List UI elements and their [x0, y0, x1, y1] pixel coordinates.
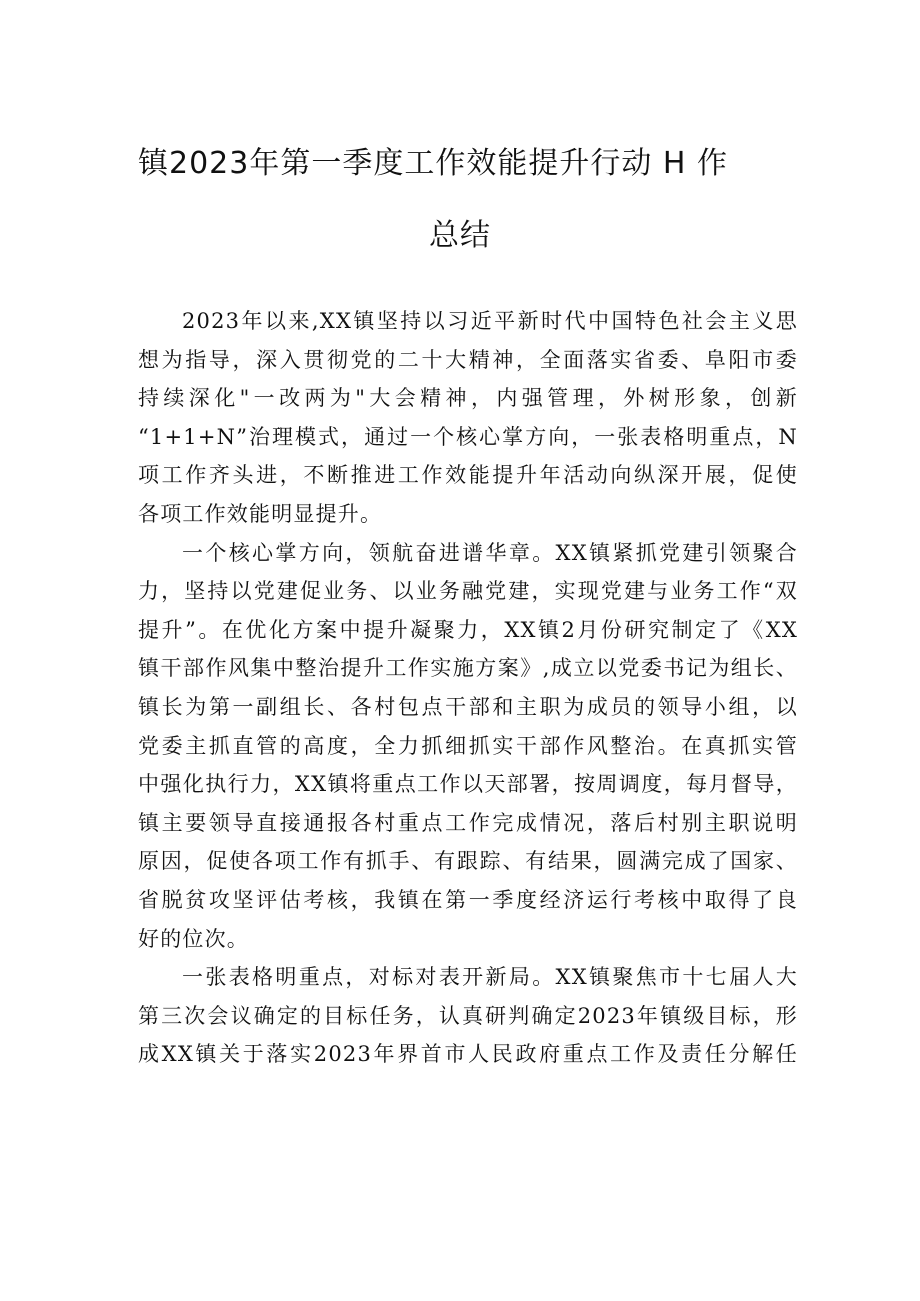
paragraph-2-line-2: 力，坚持以党建促业务、以业务融党建，实现党建与业务工作“双 — [138, 579, 798, 604]
paragraph-2-line-4: 镇干部作风集中整治提升工作实施方案》,成立以党委书记为组长、 — [138, 656, 798, 681]
document-title-line-1: 镇2023年第一季度工作效能提升行动 H 作 — [138, 146, 728, 181]
paragraph-2-line-9: 原因，促使各项工作有抓手、有跟踪、有结果，圆满完成了国家、 — [138, 849, 798, 874]
paragraph-2-line-10: 省脱贫攻坚评估考核，我镇在第一季度经济运行考核中取得了良 — [138, 887, 798, 912]
document-body — [138, 302, 798, 1074]
paragraph-1-line-3: 持续深化"一改两为"大会精神，内强管理，外树形象，创新 — [138, 386, 798, 411]
document-title-line-2: 总结 — [429, 218, 491, 253]
paragraph-2-line-3: 提升”。在优化方案中提升凝聚力，XX镇2月份研究制定了《XX — [138, 617, 798, 642]
paragraph-3-line-3: 成XX镇关于落实2023年界首市人民政府重点工作及责任分解任 — [138, 1042, 798, 1067]
paragraph-3-line-1: 一张表格明重点，对标对表开新局。XX镇聚焦市十七届人大 — [182, 965, 798, 990]
paragraph-1-line-5: 项工作齐头进，不断推进工作效能提升年活动向纵深开展，促使 — [138, 463, 798, 488]
paragraph-1-line-4: “1+1+N”治理模式，通过一个核心掌方向，一张表格明重点，N — [138, 424, 798, 449]
paragraph-2-line-5: 镇长为第一副组长、各村包点干部和主职为成员的领导小组，以 — [138, 694, 798, 719]
paragraph-2-line-11: 好的位次。 — [138, 926, 249, 951]
paragraph-3-line-2: 第三次会议确定的目标任务，认真研判确定2023年镇级目标，形 — [138, 1003, 798, 1028]
paragraph-2-line-8: 镇主要领导直接通报各村重点工作完成情况，落后村别主职说明 — [138, 810, 798, 835]
paragraph-1-line-1: 2023年以来,XX镇坚持以习近平新时代中国特色社会主义思 — [182, 309, 798, 333]
paragraph-2-line-6: 党委主抓直管的高度，全力抓细抓实干部作风整治。在真抓实管 — [138, 733, 798, 758]
paragraph-2-line-7: 中强化执行力，XX镇将重点工作以天部署，按周调度，每月督导， — [138, 772, 798, 797]
paragraph-1-line-2: 想为指导，深入贯彻党的二十大精神，全面落实省委、阜阳市委 — [138, 347, 798, 372]
paragraph-1-line-6: 各项工作效能明显提升。 — [138, 501, 383, 526]
paragraph-2-line-1: 一个核心掌方向，领航奋进谱华章。XX镇紧抓党建引领聚合 — [182, 540, 798, 565]
